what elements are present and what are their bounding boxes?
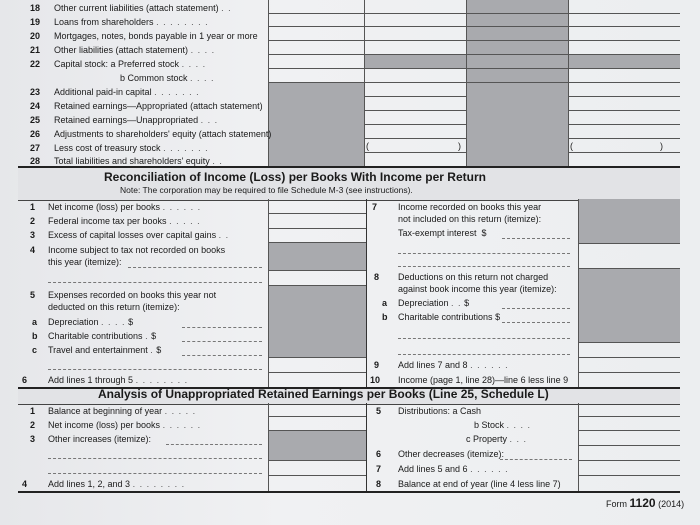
line-number: 1 xyxy=(30,202,36,212)
amount-blank[interactable] xyxy=(182,327,262,328)
shaded-cell xyxy=(269,430,366,460)
itemize-blank[interactable] xyxy=(398,338,570,339)
shaded-cell xyxy=(269,285,366,357)
line-number: 20 xyxy=(30,31,41,41)
m2-line-5b: b Stock . . . . xyxy=(474,420,532,430)
itemize-blank[interactable] xyxy=(398,253,570,254)
m1-line-5b: Charitable contributions . $ xyxy=(48,331,157,341)
m1-line-5a: Depreciation . . . . $ xyxy=(48,317,134,327)
m2-line-5c: c Property . . . xyxy=(466,434,528,444)
m2-line-1: Balance at beginning of year . . . . . xyxy=(48,406,197,416)
itemize-blank[interactable] xyxy=(48,458,262,459)
itemize-blank[interactable] xyxy=(128,267,262,268)
m1-line-5c: Travel and entertainment . $ xyxy=(48,345,162,355)
amount-blank[interactable] xyxy=(502,238,570,239)
line-number: 7 xyxy=(372,202,378,212)
m1-line-4: Income subject to tax not recorded on books xyxy=(48,245,226,255)
shaded-cell xyxy=(466,0,568,166)
line-label: Other current liabilities (attach statement) . . xyxy=(54,3,232,13)
itemize-blank[interactable] xyxy=(500,459,572,460)
m1-line-3: Excess of capital losses over capital gains . . xyxy=(48,230,230,240)
line-number: 5 xyxy=(376,406,382,416)
amount-blank[interactable] xyxy=(182,341,262,342)
shaded-cell xyxy=(268,82,364,166)
line-label: Additional paid-in capital . . . . . . . xyxy=(54,87,200,97)
line-number: 27 xyxy=(30,143,41,153)
m1-line-2: Federal income tax per books . . . . . xyxy=(48,216,201,226)
schedule-m1-note: Note: The corporation may be required to file Schedule M-3 (see instructions). xyxy=(120,185,413,195)
schedule-m2-title: Analysis of Unappropriated Retained Earnings per Books (Line 25, Schedule L) xyxy=(98,387,549,401)
line-number: 4 xyxy=(22,479,28,489)
m1-line-7-cont: not included on this return (itemize): xyxy=(398,214,542,224)
line-number: 6 xyxy=(22,375,28,385)
m1-line-8-cont: against book income this year (itemize): xyxy=(398,284,557,294)
line-label: Other liabilities (attach statement) . . . . xyxy=(54,45,216,55)
shaded-cell xyxy=(579,268,680,342)
m2-line-6: Other decreases (itemize): xyxy=(398,449,505,459)
m1-line-9: Add lines 7 and 8 . . . . . . xyxy=(398,360,509,370)
m2-line-4: Add lines 1, 2, and 3 . . . . . . . . xyxy=(48,479,186,489)
line-label: Loans from shareholders . . . . . . . . xyxy=(54,17,209,27)
shaded-cell xyxy=(268,0,364,54)
line-number: 28 xyxy=(30,156,41,166)
line-number: 3 xyxy=(30,230,36,240)
line-number: 6 xyxy=(376,449,382,459)
itemize-blank[interactable] xyxy=(398,266,570,267)
line-letter: b xyxy=(32,331,38,341)
m1-line-8: Deductions on this return not charged xyxy=(398,272,549,282)
line-number: 4 xyxy=(30,245,36,255)
line-number: 2 xyxy=(30,216,36,226)
m2-line-2: Net income (loss) per books . . . . . . xyxy=(48,420,202,430)
m2-line-3: Other increases (itemize): xyxy=(48,434,152,444)
amount-blank[interactable] xyxy=(182,355,262,356)
itemize-blank[interactable] xyxy=(166,444,262,445)
line-number: 1 xyxy=(30,406,36,416)
line-letter: a xyxy=(32,317,38,327)
form-page: ( ) ( ) 18 Other current liabilities (attach statement) . . 19 Loans from shareholders . . . . . . . . 20 Mortgages, notes, bonds payable in 1 year or more 21 Other liabilities (attach statement) . . . . 22 Capital stock: a Preferred stock . . . . b Common stock . . . . 23 Additional paid-in capital . . . . . . . 24 Retained earnings—Appropriated (attach statement) 25 Retained earnings—Unappropriated . . . 26 Adjustments to shareholders' equity (attach statement) 27 Less cost of treasury stock . . . . . . . 28 Total liabilities and shareholders' equity . . Reconciliation of Income (Loss) per Books With Income per Return Note: The corporation may be required to file Schedule M-3 (see instructions). 1 Net income (loss) per books . . . . . . 2 Federal income tax per books . . . . . 3 Excess of capital losses over capital gains . . 4 Income subject to tax not recorded on books this year (itemize): 5 Expenses recorded on books this year not deducted on this return (itemize): a Depreciation . . . . $ b Charitable contributions . $ c Travel and entertainment . $ 6 Add lines 1 through 5 . . . . . . . . 7 Income recorded on books this year not included on this return (itemize): Tax-exempt interest $ 8 Deductions on this return not charged against book income this year (itemize): a Depreciation . . $ b Charitable contributions $ 9 Add lines 7 and 8 . . . . . . 10 Income (page 1, line 28)—line 6 less line 9 Analysis of Unappropriated Retained Earnings per Books (Line 25, Schedule L) 1 Balance at beginning of year . . . . . 2 Net income (loss) per books . . . . . . 3 Other increases (itemize): 4 Add lines 1, 2, and 3 . . . . . . . . 5 Distributions: a Cash b Stock . . . . c Property . . . 6 Other decreases (itemize): 7 Add lines 5 and 6 . . . . . . 8 Balance at end of year (line 4 less line 7) Form 1120 (2014) xyxy=(0,0,700,525)
line-number: 3 xyxy=(30,434,36,444)
line-letter: a xyxy=(382,298,388,308)
m2-line-5a: Distributions: a Cash xyxy=(398,406,482,416)
m2-line-8: Balance at end of year (line 4 less line 7) xyxy=(398,479,561,489)
line-number: 10 xyxy=(370,375,381,385)
line-number: 9 xyxy=(374,360,380,370)
m2-line-7: Add lines 5 and 6 . . . . . . xyxy=(398,464,509,474)
line-label: Retained earnings—Unappropriated . . . xyxy=(54,115,219,125)
m1-line-7: Income recorded on books this year xyxy=(398,202,542,212)
shaded-cell xyxy=(364,54,466,68)
line-number: 5 xyxy=(30,290,36,300)
line-number: 8 xyxy=(376,479,382,489)
line-number: 19 xyxy=(30,17,41,27)
line-number: 26 xyxy=(30,129,41,139)
line-number: 23 xyxy=(30,87,41,97)
line-number: 7 xyxy=(376,464,382,474)
m1-line-5: Expenses recorded on books this year not xyxy=(48,290,217,300)
line-label: Mortgages, notes, bonds payable in 1 year or more xyxy=(54,31,258,41)
amount-blank[interactable] xyxy=(502,308,570,309)
itemize-blank[interactable] xyxy=(48,369,262,370)
line-letter: c xyxy=(32,345,38,355)
line-number: 25 xyxy=(30,115,41,125)
m1-line-6: Add lines 1 through 5 . . . . . . . . xyxy=(48,375,189,385)
form-number-footer: Form 1120 (2014) xyxy=(606,496,685,510)
m1-line-7-exempt: Tax-exempt interest $ xyxy=(398,228,487,238)
line-number: 24 xyxy=(30,101,41,111)
line-number: 8 xyxy=(374,272,380,282)
amount-blank[interactable] xyxy=(502,322,570,323)
line-label: Capital stock: a Preferred stock . . . . xyxy=(54,59,207,69)
shaded-cell xyxy=(269,242,366,270)
line-label: Less cost of treasury stock . . . . . . . xyxy=(54,143,209,153)
line-number: 2 xyxy=(30,420,36,430)
m1-line-8a: Depreciation . . $ xyxy=(398,298,470,308)
line-letter: b xyxy=(382,312,388,322)
m1-line-8b: Charitable contributions $ xyxy=(398,312,501,322)
schedule-m1-title: Reconciliation of Income (Loss) per Books With Income per Return xyxy=(104,170,486,184)
line-label: b Common stock . . . . xyxy=(120,73,215,83)
itemize-blank[interactable] xyxy=(48,473,262,474)
m1-line-10: Income (page 1, line 28)—line 6 less line 9 xyxy=(398,375,569,385)
m1-line-1: Net income (loss) per books . . . . . . xyxy=(48,202,202,212)
line-number: 21 xyxy=(30,45,41,55)
line-number: 18 xyxy=(30,3,41,13)
m1-line-5-cont: deducted on this return (itemize): xyxy=(48,302,180,312)
line-label: Adjustments to shareholders' equity (attach statement) xyxy=(54,129,272,139)
itemize-blank[interactable] xyxy=(48,282,262,283)
line-label: Retained earnings—Appropriated (attach statement) xyxy=(54,101,263,111)
shaded-cell xyxy=(568,54,680,68)
shaded-cell xyxy=(579,199,680,243)
itemize-blank[interactable] xyxy=(398,354,570,355)
m1-line-4-cont: this year (itemize): xyxy=(48,257,122,267)
line-number: 22 xyxy=(30,59,41,69)
line-label: Total liabilities and shareholders' equity . . xyxy=(54,156,223,166)
